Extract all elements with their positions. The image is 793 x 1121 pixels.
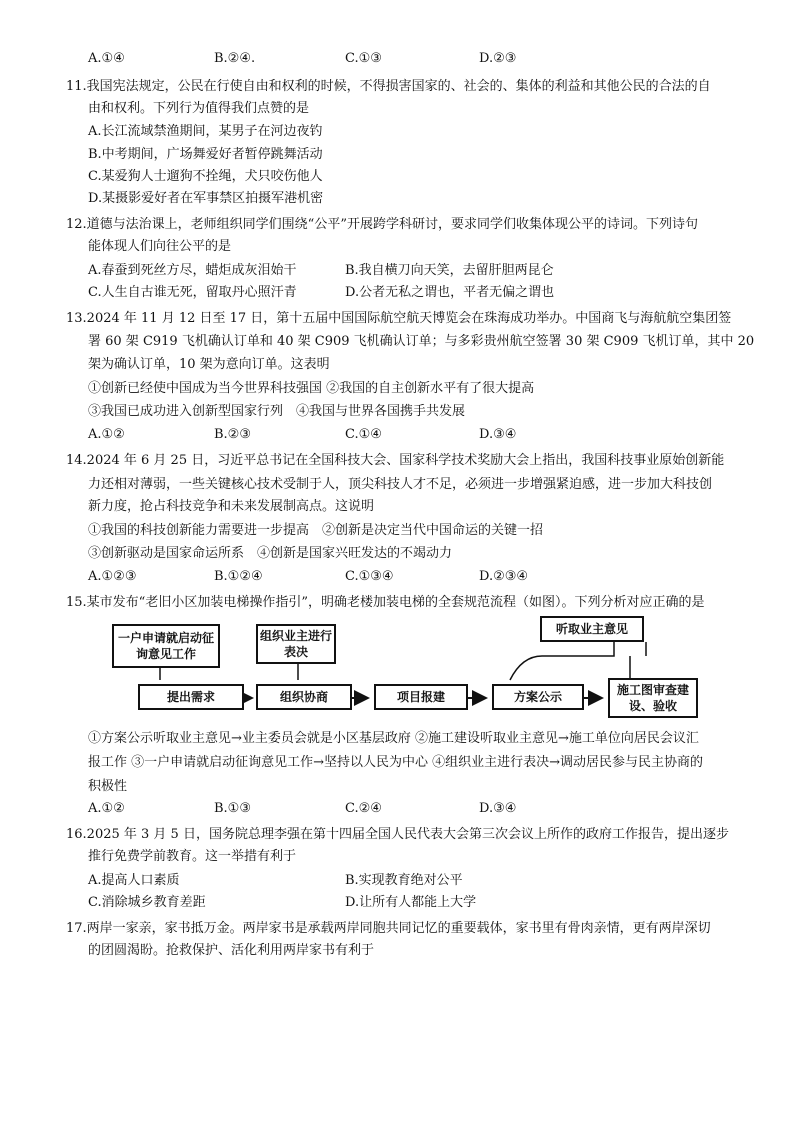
q14-option-c: C.①③④ [345,569,394,584]
q13-stem-line1: 13.2024 年 11 月 12 日至 17 日，第十五届中国国际航空航天博览会在珠海成功举办。中国商飞与海航航空集团签 [66,311,732,326]
q15-stem-line1: 15.某市发布“老旧小区加装电梯操作指引”，明确老楼加装电梯的全套规范流程（如图）。下列分析对应正确的是 [66,595,705,610]
q10-option-c: C.①③ [345,51,382,66]
q11-option-d: D.某摄影爱好者在军事禁区拍摄军港机密 [88,191,324,206]
q13-stem-line2: 署 60 架 C919 飞机确认订单和 40 架 C909 飞机确认订单；与多彩贵州航空签署 30 架 C909 飞机订单，其中 20 [88,334,755,349]
q14-stem-line3: 新力度，抢占科技竞争和未来发展制高点。这说明 [88,499,375,514]
q12-stem-line1: 12.道德与法治课上，老师组织同学们围绕“公平”开展跨学科研讨，要求同学们收集体现公平的诗词。下列诗句 [66,217,698,232]
q16-option-b: B.实现教育绝对公平 [345,873,463,888]
box-step-construction-review: 施工图审查建设、验收 [608,678,698,718]
q15-option-c: C.②④ [345,801,382,816]
q15-option-d: D.③④ [479,801,517,816]
q10-option-d: D.②③ [479,51,517,66]
q11-stem-line2: 由和权利。下列行为值得我们点赞的是 [88,101,310,116]
q12-option-a: A.春蚕到死丝方尽，蜡炬成灰泪始干 [88,263,297,278]
q15-option-a: A.①② [88,801,125,816]
q14-stem-line2: 力还相对薄弱，一些关键核心技术受制于人，顶尖科技人才不足，必须进一步增强紧迫感，进一步加大科技创 [88,477,713,492]
q13-option-d: D.③④ [479,427,517,442]
q12-stem-line2: 能体现人们向往公平的是 [88,239,232,254]
box-step-plan-publicity: 方案公示 [492,684,584,710]
q16-option-c: C.消除城乡教育差距 [88,895,206,910]
q16-option-d: D.让所有人都能上大学 [345,895,477,910]
q13-option-c: C.①④ [345,427,382,442]
box-step-project-filing: 项目报建 [374,684,468,710]
box-step-propose: 提出需求 [138,684,244,710]
q15-option-b: B.①③ [214,801,251,816]
q16-stem-line1: 16.2025 年 3 月 5 日，国务院总理李强在第十四届全国人民代表大会第三次会议上所作的政府工作报告，提出逐步 [66,827,729,842]
q16-stem-line2: 推行免费学前教育。这一举措有利于 [88,849,297,864]
box-one-household-application: 一户申请就启动征询意见工作 [112,624,220,668]
q10-option-b: B.②④. [214,51,256,66]
q11-option-b: B.中考期间，广场舞爱好者暂停跳舞活动 [88,147,323,162]
q11-option-a: A.长江流域禁渔期间，某男子在河边夜钓 [88,124,323,139]
box-step-negotiate: 组织协商 [256,684,352,710]
box-owner-vote: 组织业主进行表决 [256,624,336,664]
q12-option-c: C.人生自古谁无死，留取丹心照汗青 [88,285,297,300]
q14-statement-line2: ③创新驱动是国家命运所系 ④创新是国家兴旺发达的不竭动力 [88,546,453,561]
q10-option-a: A.①④ [88,51,125,66]
q14-option-b: B.①②④ [214,569,263,584]
connector-top3-left [510,642,614,680]
q17-stem-line2: 的团圆渴盼。抢救保护、活化利用两岸家书有利于 [88,943,375,958]
q14-stem-line1: 14.2024 年 6 月 25 日，习近平总书记在全国科技大会、国家科学技术奖励大会上指出，我国科技事业原始创新能 [66,453,725,468]
q13-stem-line3: 架为确认订单，10 架为意向订单。这表明 [88,357,330,372]
elevator-process-diagram [112,616,702,722]
connector-top3-right [630,642,646,680]
q15-statement-line1: ①方案公示听取业主意见→业主委员会就是小区基层政府 ②施工建设听取业主意见→施工单位向居民会议汇 [88,731,699,746]
q12-option-b: B.我自横刀向天笑，去留肝胆两昆仑 [345,263,554,278]
q15-statement-line2: 报工作 ③一户申请就启动征询意见工作→坚持以人民为中心 ④组织业主进行表决→调动居民参与民主协商的 [88,755,704,770]
q14-option-d: D.②③④ [479,569,529,584]
q13-statement-line1: ①创新已经使中国成为当今世界科技强国 ②我国的自主创新水平有了很大提高 [88,381,535,396]
box-listen-opinions: 听取业主意见 [540,616,644,642]
q14-statement-line1: ①我国的科技创新能力需要进一步提高 ②创新是决定当代中国命运的关键一招 [88,523,544,538]
q13-statement-line2: ③我国已成功进入创新型国家行列 ④我国与世界各国携手共发展 [88,404,466,419]
q13-option-b: B.②③ [214,427,251,442]
q11-stem-line1: 11.我国宪法规定，公民在行使自由和权利的时候，不得损害国家的、社会的、集体的利益和其他公民的合法的自 [66,79,711,94]
q14-option-a: A.①②③ [88,569,137,584]
q15-statement-line3: 积极性 [88,779,128,794]
q12-option-d: D.公者无私之谓也，平者无偏之谓也 [345,285,555,300]
q17-stem-line1: 17.两岸一家亲，家书抵万金。两岸家书是承载两岸同胞共同记忆的重要载体，家书里有骨肉亲情，更有两岸深切 [66,921,711,936]
q11-option-c: C.某爱狗人士遛狗不拴绳，犬只咬伤他人 [88,169,323,184]
q16-option-a: A.提高人口素质 [88,873,180,888]
q13-option-a: A.①② [88,427,125,442]
